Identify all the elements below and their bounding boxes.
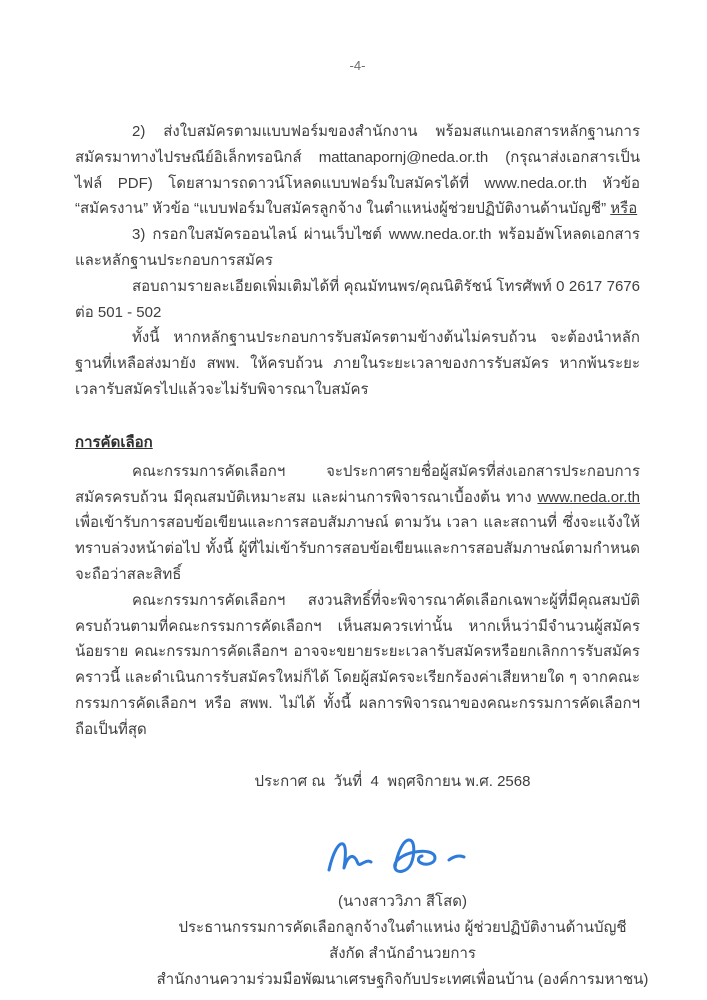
- paragraph-selection-announcement: [75, 459, 640, 588]
- selection-section-heading: การคัดเลือก: [75, 433, 153, 451]
- announcement-date-line: ประกาศ ณ วันที่ 4 พฤศจิกายน พ.ศ. 2568: [254, 772, 531, 790]
- organization-name: สำนักงานความร่วมมือพัฒนาเศรษฐกิจกับประเทศเพื่อนบ้าน (องค์การมหาชน): [156, 971, 649, 989]
- selection-announcement-text-pre: คณะกรรมการคัดเลือกฯ จะประกาศรายชื่อผู้สมัครที่ส่งเอกสารประกอบการสมัครครบถ้วน มีคุณสมบัติเหมาะสม และผ่านการพิจารณาเบื้องต้น ทาง: [75, 462, 640, 506]
- paragraph-selection-rights: คณะกรรมการคัดเลือกฯ สงวนสิทธิ์ที่จะพิจารณาคัดเลือกเฉพาะผู้ที่มีคุณสมบัติครบถ้วนตามที่คณะกรรมการคัดเลือกฯ เห็นสมควรเท่านั้น หากเห็นว่ามีจำนวนผู้สมัครน้อยราย คณะกรรมการคัดเลือกฯ อาจจะขยายระยะเวลารับสมัครหรือยกเลิกการรับสมัครคราวนี้ และดำเนินการรับสมัครใหม่ก็ได้ โดยผู้สมัครจะเรียกร้องค่าเสียหายใด ๆ จากคณะกรรมการคัดเลือกฯ หรือ สพพ. ไม่ได้ ทั้งนี้ ผลการพิจารณาของคณะกรรมการคัดเลือกฯ ถือเป็นที่สุด: [75, 591, 640, 738]
- signatory-title: ประธานกรรมการคัดเลือกลูกจ้างในตำแหน่ง ผู้ช่วยปฏิบัติงานด้านบัญชี: [178, 918, 627, 936]
- paragraph-contact-info: สอบถามรายละเอียดเพิ่มเติมได้ที่ คุณมัทนพร/คุณนิติรัชน์ โทรศัพท์ 0 2617 7676 ต่อ 501 - 502: [75, 277, 640, 321]
- page-number: -4-: [349, 58, 366, 73]
- paragraph-send-application-by-email: [75, 119, 640, 222]
- or-underlined-text: หรือ: [610, 200, 638, 218]
- signature-ink: [323, 827, 483, 885]
- send-application-text: 2) ส่งใบสมัครตามแบบฟอร์มของสำนักงาน พร้อมสแกนเอกสารหลักฐานการสมัครมาทางไปรษณีย์อิเล็กทรอนิกส์ mattanapornj@neda.or.th (กรุณาส่งเอกสารเป็นไฟล์ PDF) โดยสามารถดาวน์โหลดแบบฟอร์มใบสมัครได้ที่ www.neda.or.th หัวข้อ “สมัครงาน” หัวข้อ “แบบฟอร์มใบสมัครลูกจ้าง ในตำแหน่งผู้ช่วยปฏิบัติงานด้านบัญชี”: [75, 123, 640, 218]
- paragraph-online-application: 3) กรอกใบสมัครออนไลน์ ผ่านเว็บไซต์ www.neda.or.th พร้อมอัพโหลดเอกสารและหลักฐานประกอบการสมัคร: [75, 226, 640, 269]
- neda-website-link[interactable]: www.neda.or.th: [537, 488, 640, 506]
- signature-block: [120, 827, 685, 994]
- selection-announcement-text-post: เพื่อเข้ารับการสอบข้อเขียนและการสอบสัมภาษณ์ ตามวัน เวลา และสถานที่ ซึ่งจะแจ้งให้ทราบล่วงหน้าต่อไป ทั้งนี้ ผู้ที่ไม่เข้ารับการสอบข้อเขียนและการสอบสัมภาษณ์ตามกำหนดจะถือว่าสละสิทธิ์: [75, 514, 640, 583]
- signatory-division: สังกัด สำนักอำนวยการ: [329, 945, 476, 963]
- paragraph-incomplete-documents-note: ทั้งนี้ หากหลักฐานประกอบการรับสมัครตามข้างต้นไม่ครบถ้วน จะต้องนำหลักฐานที่เหลือส่งมายัง สพพ. ให้ครบถ้วน ภายในระยะเวลาของการรับสมัคร หากพ้นระยะเวลารับสมัครไปแล้วจะไม่รับพิจารณาใบสมัคร: [75, 329, 640, 398]
- signatory-name: (นางสาววิภา สีโสด): [337, 892, 467, 910]
